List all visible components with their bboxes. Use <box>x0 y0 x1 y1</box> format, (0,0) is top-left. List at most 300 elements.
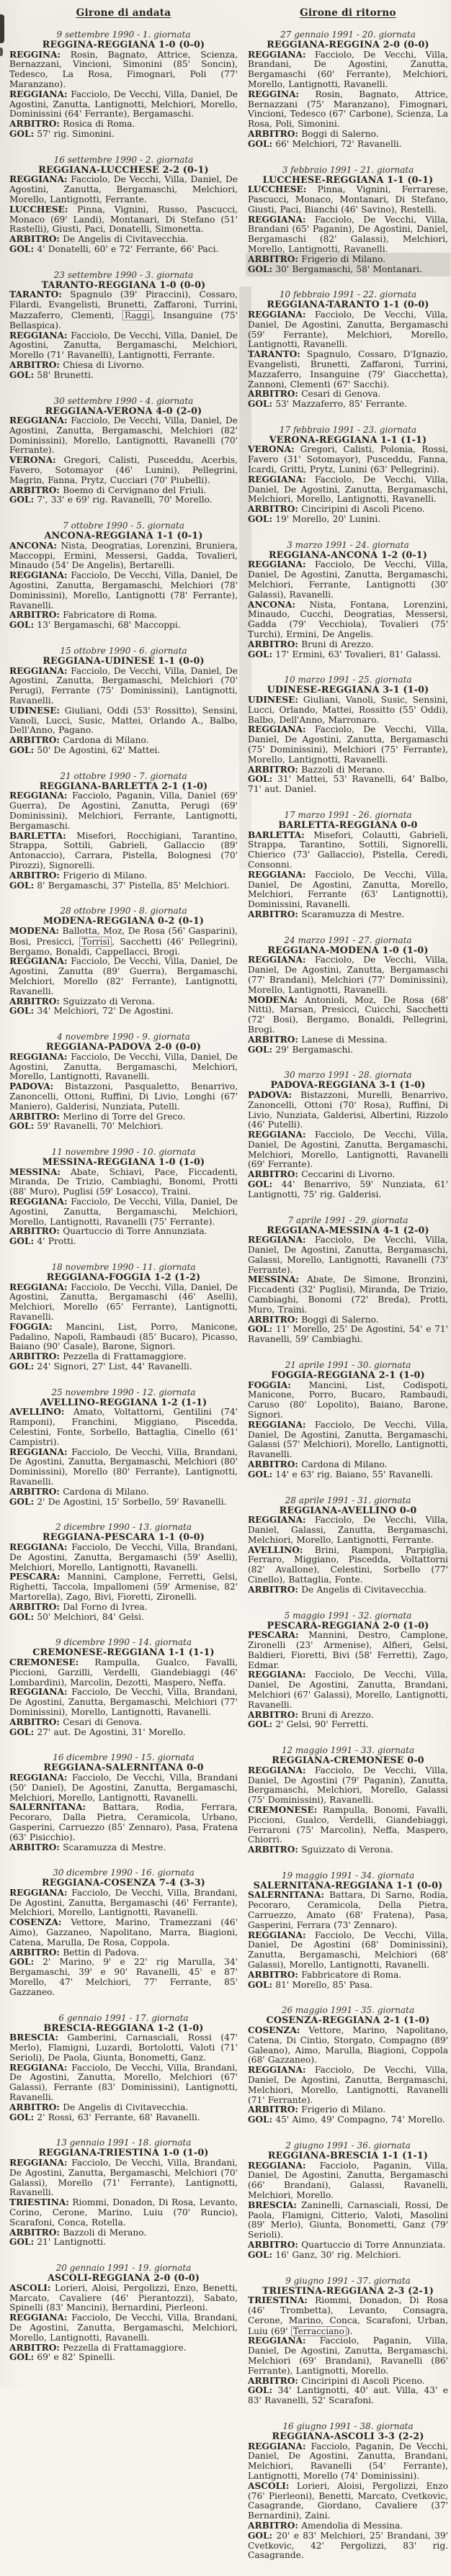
match-title-score: MESSINA-REGGIANA 1-0 (1-0) <box>42 1156 205 1168</box>
match-block <box>248 1870 448 1991</box>
row-label: BARLETTA: <box>248 829 305 840</box>
team-lineup-row: CREMONESE: Rampulla, Gualco, Favalli, Piccioni, Garzilli, Verdelli, Giandebiaggi (46' Lombardini), Marcolin, Dezotti, Maspero, Neffa. <box>9 1657 238 1688</box>
match-date: 9 dicembre 1990 - 14. giornata <box>55 1637 192 1648</box>
row-label: REGGIANA: <box>9 89 68 99</box>
row-label: ARBITRO: <box>248 128 298 139</box>
match-block <box>248 1215 448 1345</box>
section-header-ritorno: Girone di ritorno <box>300 7 396 19</box>
referee-row: ARBITRO: Quartuccio di Torre Annunziata. <box>248 2239 446 2250</box>
team-lineup-row: REGGIANA: Facciolo, De Vecchi, Villa, Daniel, De Agostini, Zanutta, Bergamaschi, Melchiori (70' Perugi), Ferrante (75' Dominissini), Lantignotti, Ravanelli. <box>9 665 238 706</box>
row-label: GOL: <box>248 774 273 785</box>
row-label: GOL: <box>248 1979 273 1990</box>
match-title-score: ANCONA-REGGIANA 1-1 (0-1) <box>44 530 203 541</box>
match-date: 21 ottobre 1990 - 7. giornata <box>60 770 187 781</box>
match-block <box>9 906 238 1017</box>
team-lineup-row: MODENA: Antonioli, Moz, De Rosa (68' Nitti), Marsan, Presicci, Cuicchi, Sacchetti (72' Bosi), Bergamo, Bonaldi, Pellegrini, Brogi. <box>248 994 448 1035</box>
match-date: 2 giugno 1991 - 36. giornata <box>285 2140 411 2151</box>
team-lineup-row: REGGIANA: Facciolo, De Vecchi, Villa, Daniel, De Agostini, Zanutta, Bergamaschi, Melchiori, Morello, Lantignotti, Ravanelli. <box>9 1051 238 1082</box>
referee-row: ARBITRO: Lanese di Messina. <box>248 1034 388 1045</box>
row-label: ARBITRO: <box>248 1845 298 1855</box>
team-lineup-row: BRESCIA: Zaninelli, Carnasciali, Rossi, De Paola, Flamigni, Citterio, Valoti, Masolini (89' Merlo), Giunta, Bonometti, Ganz (79' Serioli). <box>248 2199 448 2241</box>
row-label: TRIESTINA: <box>248 2295 308 2306</box>
match-block <box>9 396 238 506</box>
referee-row: ARBITRO: Rosica di Roma. <box>9 119 135 130</box>
match-title-score: PADOVA-REGGIANA 3-1 (1-0) <box>270 1079 426 1091</box>
goals-row: GOL: 2' De Agostini, 15' Sorbello, 59' Ravanelli. <box>9 1496 227 1507</box>
goals-row: GOL: 21' Lantignotti. <box>9 2237 107 2248</box>
match-block <box>248 2421 448 2561</box>
row-label: ARBITRO: <box>248 2520 298 2531</box>
row-label: COSENZA: <box>9 1917 62 1928</box>
row-label: CREMONESE: <box>9 1657 79 1667</box>
row-label: ARBITRO: <box>248 1034 298 1045</box>
row-label: GOL: <box>248 649 273 659</box>
goals-row: GOL: 27' aut. De Agostini, 31' Morello. <box>9 1726 186 1737</box>
row-label: VERONA: <box>248 444 295 455</box>
row-label: GOL: <box>9 128 35 139</box>
team-lineup-row: REGGINA: Rosin, Bagnato, Attrice, Scienza, Bernazzani, Vincioni, Simonini (85' Soncin), Tedesco, La Rosa, Fimognari, Poli (77' Maranzano). <box>9 49 238 89</box>
row-label: GOL: <box>9 1236 35 1247</box>
match-date: 7 aprile 1991 - 29. giornata <box>287 1215 408 1225</box>
match-title-score: VERONA-REGGIANA 1-1 (1-1) <box>269 433 427 445</box>
row-label: FOGGIA: <box>9 1321 53 1332</box>
row-label: GOL: <box>9 620 35 631</box>
team-lineup-row: REGGIANA: Facciolo, De Vecchi, Villa, Daniel, De Agostini, Zanutta, Bergamaschi, Melchiori, Morello, Lantignotti, Ravanelli. <box>248 474 448 505</box>
match-title-score: REGGINA-REGGIANA 1-0 (0-0) <box>42 39 205 50</box>
team-lineup-row: BARLETTA: Misefori, Rocchigiani, Tarantino, Strappa, Sottili, Gabrieli, Gallaccio (89' Antonaccio), Carrara, Pistella, Bolognesi (70' Pirozzi), Signorelli. <box>9 830 238 870</box>
row-label: GOL: <box>248 2530 273 2541</box>
row-label: ARBITRO: <box>9 359 60 370</box>
team-lineup-row: ANCONA: Nista, Deogratias, Lorenzini, Bruniera, Maccoppi, Ermini, Messersi, Gadda, Tovalieri, Minaudo (54' De Angelis), Bertarelli. <box>9 540 238 571</box>
referee-row: ARBITRO: Cinciripini di Ascoli Piceno. <box>248 504 425 515</box>
match-block <box>9 1262 238 1372</box>
team-lineup-row: PADOVA: Bistazzoni, Pasqualetto, Benarrivo, Zanoncelli, Ottoni, Ruffini, Di Livio, Longhi (67' Maniero), Galderisi, Nunziata, Putelli. <box>9 1081 238 1112</box>
row-label: PADOVA: <box>248 1089 293 1100</box>
row-label: ARBITRO: <box>9 1351 60 1362</box>
team-lineup-row: BARLETTA: Misefori, Colautti, Gabrieli, Strappa, Tarantino, Sottili, Signorelli, Chierico (73' Gallaccio), Pistella, Ceredi, Consonni. <box>248 829 448 870</box>
team-lineup-row: REGGIANA: Facciolo, De Vecchi, Villa, Brandani, De Agostini, Zanutta, Bergamaschi, Melchiori (70' Galassi), Morello (71' Ferrante), Lantignotti, Ravanelli. <box>9 2158 238 2198</box>
referee-row: ARBITRO: Amendolia di Messina. <box>248 2520 403 2531</box>
match-title-score: CREMONESE-REGGIANA 1-1 (1-1) <box>32 1647 215 1658</box>
match-date: 19 maggio 1991 - 34. giornata <box>281 1870 415 1881</box>
goals-row: GOL: 50' Melchiori, 84' Gelsi. <box>9 1611 144 1622</box>
row-label: BARLETTA: <box>9 830 66 841</box>
match-title-score: AVELLINO-REGGIANA 1-2 (1-1) <box>40 1396 207 1408</box>
match-title-score: REGGIANA-UDINESE 1-1 (0-0) <box>43 655 205 667</box>
match-block <box>9 771 238 891</box>
goals-row: GOL: 14' e 63' rig. Baiano, 55' Ravanelli. <box>248 1469 434 1480</box>
row-label: ARBITRO: <box>248 1169 298 1180</box>
row-label: ARBITRO: <box>248 2375 298 2386</box>
row-label: GOL: <box>248 2385 273 2396</box>
row-label: GOL: <box>248 514 273 525</box>
team-lineup-row: REGGIANA: Facciolo, De Vecchi, Villa, Daniel, De Agostini, Zanutta, Bergamaschi, Melchiori, Ferrante, Lantignotti (30' Galassi), Ravanelli. <box>248 559 448 600</box>
match-date: 7 ottobre 1990 - 5. giornata <box>63 521 184 531</box>
team-lineup-row: REGGIANA: Facciolo, Paganin, De Vecchi, Daniel, De Agostini, Zanutta, Brandani, Melchiori, Ravanelli (54' Ferrante), Lantignotti, Morello (74' Dominissini). <box>248 2441 448 2481</box>
row-label: GOL: <box>248 1719 273 1730</box>
match-date: 6 gennaio 1991 - 17. giornata <box>58 2012 189 2023</box>
match-date: 15 ottobre 1990 - 6. giornata <box>60 646 187 657</box>
match-date: 30 marzo 1991 - 28. giornata <box>284 1070 412 1081</box>
match-date: 18 novembre 1990 - 11. giornata <box>51 1262 196 1273</box>
match-date: 9 giugno 1991 - 37. giornata <box>285 2275 411 2286</box>
row-label: GOL: <box>9 1121 35 1132</box>
row-label: REGGIANA: <box>248 1515 306 1526</box>
referee-row: ARBITRO: Cardona di Milano. <box>9 1486 149 1497</box>
team-lineup-row: ASCOLI: Lorieri, Aloisi, Pergolizzi, Enzo (76' Pierleoni), Benetti, Marcato, Cvetkovic, Casagrande, Giordano, Cavaliere (37' Bernardini), Zaini. <box>248 2480 448 2521</box>
team-lineup-row: REGGIANA: Facciolo, De Vecchi, Villa, Brandani, De Agostini, Zanutta, Bergamaschi, Melchiori, Morello, Lantignotti, Ravanelli. <box>9 2312 238 2343</box>
row-label: ARBITRO: <box>248 1459 298 1469</box>
row-label: REGGIANA: <box>248 1419 306 1430</box>
row-label: GOL: <box>248 138 273 149</box>
match-title-score: REGGIANA-PESCARA 1-1 (0-0) <box>43 1531 205 1543</box>
referee-row: ARBITRO: Quartuccio di Torre Annunziata. <box>9 1226 207 1237</box>
match-title-score: REGGIANA-MESSINA 4-1 (2-0) <box>267 1224 429 1235</box>
goals-row: GOL: 81' Morello, 85' Pasa. <box>248 1979 373 1990</box>
match-block <box>248 2140 448 2261</box>
match-title-score: BRESCIA-REGGIANA 1-2 (1-0) <box>43 2022 204 2033</box>
row-label: REGGIANA: <box>248 474 306 485</box>
row-label: ARBITRO: <box>248 1709 298 1720</box>
match-block <box>9 1147 238 1247</box>
team-lineup-row: TRIESTINA: Riommi, Donadon, Di Rosa, Levanto, Corino, Cerone, Marino, Luiu (70' Runcio), Scarafoni, Conca, Rotella. <box>9 2197 238 2228</box>
team-lineup-row: REGGIANA: Facciolo, De Vecchi, Villa, Daniel, De Agostini, Zanutta (89' Guerra), Bergamaschi, Melchiori, Morello (82' Ferrante), Lantignotti, Ravanelli. <box>9 956 238 996</box>
team-lineup-row: LUCCHESE: Pinna, Vignini, Ferrarese, Pascucci, Monaco, Montanari, Di Stefano, Giusti, Paci, Bianchi (46' Savino), Restelli. <box>248 184 448 215</box>
goals-row: GOL: 69' e 82' Spinelli. <box>9 2352 115 2363</box>
team-lineup-row: FOGGIA: Mancini, List, Porro, Manicone, Padalino, Napoli, Rambaudi (85' Bucaro), Picasso, Baiano (90' Casale), Barone, Signori. <box>9 1321 238 1352</box>
match-date: 26 maggio 1991 - 35. giornata <box>281 2005 415 2016</box>
goals-row: GOL: 4' Protti. <box>9 1236 76 1247</box>
team-lineup-row: MESSINA: Abate, Schiavi, Pace, Ficcadenti, Miranda, De Trizio, Cambiaghi, Bonomi, Protti (88' Muro), Puglisi (59' Losacco), Traini. <box>9 1166 238 1197</box>
goals-row: GOL: 13' Bergamaschi, 68' Maccoppi. <box>9 620 181 631</box>
goals-row: GOL: 44' Benarrivo, 59' Nunziata, 61' Lantignotti, 75' rig. Galderisi. <box>248 1179 448 1199</box>
team-lineup-row: REGGIANA: Facciolo, De Vecchi, Villa, Daniel, De Agostini, Zanutta, Bergamaschi, Melchiori (78' Dominissini), Morello, Lantignotti (78' Ferrante), Ravanelli. <box>9 570 238 611</box>
goals-row: GOL: 19' Morello, 20' Lunini. <box>248 514 381 525</box>
row-label: REGGIANA: <box>9 1282 68 1292</box>
match-date: 16 settembre 1990 - 2. giornata <box>53 154 194 165</box>
row-label: REGGIANA: <box>248 2065 306 2076</box>
match-title-score: REGGIANA-TARANTO 1-1 (0-0) <box>267 299 429 310</box>
row-label: ARBITRO: <box>248 2104 298 2115</box>
match-block <box>9 2138 238 2248</box>
match-title-score: REGGIANA-MODENA 1-0 (1-0) <box>267 944 429 955</box>
row-label: PESCARA: <box>248 1630 299 1641</box>
goals-row: GOL: 11' Morello, 25' De Agostini, 54' e 71' Ravanelli, 59' Cambiaghi. <box>248 1324 448 1345</box>
row-label: ANCONA: <box>248 599 296 610</box>
row-label: REGGIANA: <box>248 1235 306 1246</box>
goals-row: GOL: 2' Gelsi, 90' Ferretti. <box>248 1719 369 1730</box>
row-label: GOL: <box>9 369 35 380</box>
match-block <box>9 521 238 631</box>
team-lineup-row: COSENZA: Vettore, Marino, Tramezzani (46' Aimo), Gazzaneo, Napolitano, Marra, Biagioni, Catena, Marulla, De Rosa, Coppola. <box>9 1917 238 1947</box>
team-lineup-row: REGGIANA: Facciolo, De Vecchi, Villa, Brandani, De Agostini, Zanutta, Bergamaschi, Melchiori (80' Dominissini), Morello (80' Ferrante), Lantignotti, Ravanelli. <box>9 1446 238 1487</box>
match-block <box>248 1495 448 1595</box>
match-title-score: REGGIANA-TRIESTINA 1-0 (1-0) <box>38 2147 209 2158</box>
team-lineup-row: REGGIANA: Facciolo, De Vecchi, Villa, Daniel, De Agostini, Zanutta, Bergamaschi, Galassi, Morello, Lantignotti, Ravanelli (73' Ferrante). <box>248 1235 448 1275</box>
row-label: GOL: <box>9 880 35 891</box>
match-block <box>248 30 448 150</box>
row-label: SALERNITANA: <box>9 1802 86 1813</box>
row-label: ARBITRO: <box>9 610 60 621</box>
match-title-score: REGGIANA-ASCOLI 3-3 (2-2) <box>272 2430 424 2441</box>
goals-row: GOL: 34' Lantignotti, 40' aut. Villa, 43' e 83' Ravanelli, 52' Scarafoni. <box>248 2385 448 2406</box>
referee-row: ARBITRO: Merlino di Torre del Greco. <box>9 1111 186 1122</box>
match-block <box>248 425 448 525</box>
row-label: REGGIANA: <box>248 1670 306 1680</box>
team-lineup-row: REGGIANA: Facciolo, De Vecchi, Villa, Daniel, De Agostini, Zanutta, Bergamaschi, Galassi (57' Melchiori), Morello, Lantignotti, Ravanelli. <box>248 1419 448 1460</box>
referee-row: ARBITRO: Dal Forno di Ivrea. <box>9 1601 148 1612</box>
referee-row: ARBITRO: Sguizzato di Verona. <box>248 1845 393 1855</box>
goals-row: GOL: 8' Bergamaschi, 37' Pistella, 85' Melchiori. <box>9 880 230 891</box>
team-lineup-row: TRIESTINA: Riommi, Donadon, Di Rosa (46' Trombetta), Levanto, Consagra, Cerone, Marino, Conca, Scarafoni, Urban, Luiu (69' Terracciano ). <box>248 2295 448 2336</box>
referee-row: ARBITRO: Bruni di Arezzo. <box>248 639 374 649</box>
match-block <box>248 165 448 275</box>
row-label: REGGIANA: <box>248 869 306 880</box>
scan-edge-smudge <box>0 48 3 56</box>
row-label: GOL: <box>9 1726 35 1737</box>
match-title-score: REGGIANA-LUCCHESE 2-2 (0-1) <box>38 163 209 175</box>
column-girone-andata <box>9 7 238 2378</box>
row-label: ARBITRO: <box>9 2102 60 2112</box>
row-label: REGGIANA: <box>248 2160 306 2171</box>
row-label: REGGIANA: <box>248 309 306 320</box>
row-label: REGGIANA: <box>9 1051 68 1062</box>
team-lineup-row: CREMONESE: Rampulla, Bonomi, Favalli, Piccioni, Gualco, Verdelli, Giandebiaggi, Ferraroni (75' Marcolin), Neffa, Maspero, Chiorri. <box>248 1804 448 1845</box>
row-label: GOL: <box>9 2352 35 2363</box>
team-lineup-row: TARANTO: Spagnulo (39' Piraccini), Cossaro, Filardi, Evangelisti, Brunetti, Zaffaroni, Turrini, Mazzaferro, Clementi, Raggi , Insanguine (75' Bellaspica). <box>9 289 238 330</box>
team-lineup-row: REGGIANA: Facciolo, De Vecchi, Villa, Daniel, De Agostini (79' Paganin), Zanutta, Bergamaschi, Melchiori, Morello, Galassi (75' Dominissini), Ravanelli. <box>248 1765 448 1806</box>
column-girone-ritorno <box>248 7 448 2576</box>
match-date: 13 gennaio 1991 - 18. giornata <box>55 2138 192 2148</box>
goals-row: GOL: 17' Ermini, 63' Tovalieri, 81' Galassi. <box>248 649 441 659</box>
row-label: ARBITRO: <box>248 1314 298 1325</box>
row-label: PESCARA: <box>9 1572 61 1582</box>
row-label: ARBITRO: <box>9 119 60 130</box>
goals-row: GOL: 20' e 83' Melchiori, 25' Brandani, 39' Cvetkovic, 42' Pergolizzi, 83' rig. Casagrande. <box>248 2530 448 2561</box>
team-lineup-row: UDINESE: Giuliani, Oddi (53' Rossitto), Sensini, Vanoli, Lucci, Susic, Mattei, Orlando A., Balbo, Dell'Anno, Pagano. <box>9 705 238 736</box>
match-title-score: UDINESE-REGGIANA 3-1 (1-0) <box>267 684 429 695</box>
ocr-boxed-word: Terracciano <box>291 2326 347 2336</box>
match-date: 16 dicembre 1990 - 15. giornata <box>53 1752 195 1763</box>
match-block <box>9 1522 238 1622</box>
row-label: FOGGIA: <box>248 1379 291 1390</box>
goals-row: GOL: 4' Donatelli, 60' e 72' Ferrante, 66' Paci. <box>9 243 219 254</box>
team-lineup-row: ASCOLI: Lorieri, Aloisi, Pergolizzi, Enzo, Benetti, Marcato, Cavaliere (46' Pierantozzi), Sabato, Spinelli (83' Mancini), Bernardini, Pierleoni. <box>9 2282 238 2313</box>
row-label: REGGIANA: <box>9 956 68 967</box>
row-label: VERONA: <box>9 455 56 466</box>
scan-edge-smudge <box>0 14 4 43</box>
team-lineup-row: PESCARA: Mannini, Camplone, Ferretti, Gelsi, Righetti, Taccola, Impallomeni (59' Armenise, 82' Martorella), Zago, Bivi, Fioretti, Zironelli. <box>9 1572 238 1602</box>
referee-row: ARBITRO: Bazzoli di Merano. <box>9 2227 147 2238</box>
match-title-score: FOGGIA-REGGIANA 2-1 (1-0) <box>271 1369 425 1381</box>
referee-row: ARBITRO: Fabricatore di Roma. <box>9 610 158 621</box>
referee-row: ARBITRO: Ceccarini di Livorno. <box>248 1169 396 1180</box>
team-lineup-row: REGGIANA: Facciolo, De Vecchi, Villa, Daniel, De Agostini, Zanutta, Morello, Melchiori, Ferrante (63' Lantignotti), Dominissini, Ravanelli. <box>248 869 448 910</box>
team-lineup-row: REGGIANA: Facciolo, De Vecchi, Villa, Brandani, De Agostini, Zanutta, Bergamaschi (46' Ferrante), Melchiori, Morello, Lantignotti, Ravanelli. <box>9 1887 238 1918</box>
match-title-score: REGGIANA-COSENZA 7-4 (3-3) <box>42 1877 205 1888</box>
team-lineup-row: REGGIANA: Facciolo, De Vecchi, Villa, Daniel, De Agostini, Zanutta, Brandani, Melchiori (67' Galassi), Morello, Lantignotti, Ravanelli. <box>248 1670 448 1710</box>
team-lineup-row: UDINESE: Giuliani, Vanoli, Susic, Sensini, Lucci, Orlando, Mattei, Rossitto (55' Oddi), Balbo, Dell'Anno, Marronaro. <box>248 695 448 725</box>
row-label: ARBITRO: <box>248 1969 298 1980</box>
referee-row: ARBITRO: Sguizzato di Verona. <box>9 996 155 1006</box>
match-block <box>248 289 448 410</box>
match-title-score: MODENA-REGGIANA 0-2 (0-1) <box>43 915 205 927</box>
match-title-score: BARLETTA-REGGIANA 0-0 <box>278 819 418 830</box>
match-title-score: REGGIANA-CREMONESE 0-0 <box>272 1755 424 1766</box>
row-label: REGGIANA: <box>248 2441 306 2451</box>
match-title-score: COSENZA-REGGIANA 2-1 (1-0) <box>266 2014 430 2026</box>
goals-row: GOL: 59' Ravanelli, 70' Melchiori. <box>9 1121 164 1132</box>
match-block <box>248 540 448 660</box>
referee-row: ARBITRO: Cesari di Genova. <box>248 389 381 400</box>
match-date: 2 dicembre 1990 - 13. giornata <box>55 1522 192 1533</box>
row-label: ARBITRO: <box>9 1226 60 1237</box>
row-label: GOL: <box>248 2249 273 2260</box>
row-label: REGGINA: <box>248 89 300 99</box>
referee-row: ARBITRO: Boggi di Salerno. <box>248 1314 379 1325</box>
goals-row: GOL: 66' Melchiori, 72' Ravanelli. <box>248 138 402 149</box>
team-lineup-row: REGGIANA: Facciolo, De Vecchi, Villa, Daniel, De Agostini, Zanutta, Bergamaschi, Melchiori, Morello, Lantignotti, Ravanelli (75' Ferrante). <box>9 1197 238 1227</box>
team-lineup-row: MESSINA: Abate, De Simone, Bronzini, Ficcadenti (32' Puglisi), Miranda, De Trizio, Cambiaghi, Bonomi (72' Breda), Protti, Muro, Traini. <box>248 1274 448 1315</box>
team-lineup-row: VERONA: Gregori, Calisti, Pusceddu, Acerbis, Favero, Sotomayor (46' Lunini), Pellegrini, Magrin, Fanna, Prytz, Cucciari (70' Piubelli). <box>9 455 238 485</box>
row-label: REGGIANA: <box>248 559 306 570</box>
match-block <box>9 30 238 140</box>
goals-row: GOL: 53' Mazzaferro, 85' Ferrante. <box>248 399 408 410</box>
row-label: REGGIANA: <box>9 1687 68 1698</box>
team-lineup-row: AVELLINO: Brini, Ramponi, Parpiglia, Ferraro, Miggiano, Piscedda, Voltattorni (82' Avallone), Celestini, Sorbello (77' Cinello), Battaglia, Fonte. <box>248 1544 448 1585</box>
ocr-boxed-word: Raggi <box>122 310 152 320</box>
row-label: GOL: <box>248 399 273 410</box>
goals-row: GOL: 30' Bergamaschi, 58' Montanari. <box>248 265 448 275</box>
row-label: ARBITRO: <box>9 2227 60 2238</box>
row-label: ARBITRO: <box>9 996 60 1006</box>
row-label: ARBITRO: <box>248 909 298 919</box>
match-title-score: REGGIANA-BARLETTA 2-1 (1-0) <box>39 780 208 791</box>
match-block <box>248 935 448 1055</box>
match-block <box>248 1611 448 1731</box>
match-title-score: REGGIANA-SALERNITANA 0-0 <box>43 1762 204 1773</box>
team-lineup-row: LUCCHESE: Pinna, Vignini, Russo, Pascucci, Monaco (69' Landi), Montanari, Di Stefano (51' Rastelli), Giusti, Paci, Donatelli, Simonetta. <box>9 204 238 235</box>
match-block <box>9 2263 238 2363</box>
match-title-score: REGGIANA-PADOVA 2-0 (0-0) <box>45 1041 202 1053</box>
row-label: GOL: <box>9 1361 35 1372</box>
team-lineup-row: REGGIANA: Facciolo, De Vecchi, Villa, Daniel, De Agostini, Zanutta, Bergamaschi (75' Dominissini), Melchiori (75' Ferrante), Morello, Lantignotti, Ravanelli. <box>248 724 448 765</box>
row-label: ARBITRO: <box>9 1842 60 1852</box>
team-lineup-row: REGGIANA: Facciolo, De Vecchi, Villa, Daniel, De Agostini, Zanutta, Bergamaschi (46' Aselli), Melchiori, Morello (65' Ferrante), Lantignotti, Ravanelli. <box>9 1282 238 1323</box>
team-lineup-row: REGGIANA: Facciolo, De Vecchi, Villa, Daniel, De Agostini, Zanutta, Bergamaschi, Melchiori, Morello, Lantignotti, Ravanelli (69' Ferrante). <box>248 1130 448 1170</box>
row-label: TARANTO: <box>9 289 62 300</box>
match-title-score: SALERNITANA-REGGIANA 1-1 (0-0) <box>253 1879 443 1891</box>
row-label: ASCOLI: <box>9 2282 51 2293</box>
row-label: MESSINA: <box>248 1274 299 1285</box>
referee-row: ARBITRO: Chiesa di Livorno. <box>9 359 145 370</box>
row-label: ARBITRO: <box>9 234 60 245</box>
row-label: CREMONESE: <box>248 1804 318 1815</box>
team-lineup-row: PESCARA: Mannini, Destro, Camplone, Zironelli (23' Armenise), Alfieri, Gelsi, Baldieri, Fioretti, Bivi (58' Ferretti), Zago, Edmar. <box>248 1630 448 1670</box>
row-label: REGGIANA: <box>248 1130 306 1140</box>
row-label: ARBITRO: <box>248 253 298 264</box>
team-lineup-row: REGGIANA: Facciolo, De Vecchi, Villa, Daniel, De Agostini, Zanutta, Lantignotti, Melchiori, Morello, Dominissini (64' Ferrante), Bergamaschi. <box>9 89 238 120</box>
row-label: REGGIANA: <box>9 1446 68 1457</box>
referee-row: ARBITRO: Cardona di Milano. <box>9 735 149 746</box>
team-lineup-row: TARANTO: Spagnulo, Cossaro, D'Ignazio, Evangelisti, Brunetti, Zaffaroni, Turrini, Mazzaferro, Insanguine (79' Giacchetta), Zannoni, Clementi (67' Sacchi). <box>248 349 448 389</box>
match-block <box>248 810 448 920</box>
row-label: MODENA: <box>248 994 298 1005</box>
match-date: 30 settembre 1990 - 4. giornata <box>53 395 194 406</box>
match-block <box>9 1752 238 1852</box>
row-label: GOL: <box>9 1496 35 1507</box>
row-label: REGGIANA: <box>9 2312 68 2323</box>
row-label: ARBITRO: <box>248 504 298 515</box>
referee-row: ARBITRO: Frigerio di Milano. <box>248 2104 386 2115</box>
row-label: ARBITRO: <box>248 2239 298 2250</box>
team-lineup-row: SALERNITANA: Battara, Rodia, Ferrara, Pecoraro, Dalla Pietra, Ceramicola, Urbano, Gasperini, Carruezzo (85' Zennaro), Pasa, Fratena (63' Pisicchio). <box>9 1802 238 1842</box>
row-label: REGGIANA: <box>248 1929 306 1940</box>
goals-row: GOL: 45' Aimo, 49' Compagno, 74' Morello. <box>248 2115 445 2125</box>
row-label: ARBITRO: <box>248 639 298 649</box>
row-label: REGGIANA: <box>9 1887 68 1898</box>
match-title-score: PESCARA-REGGIANA 2-0 (1-0) <box>267 1619 429 1631</box>
match-date: 25 novembre 1990 - 12. giornata <box>51 1387 196 1397</box>
match-date: 5 maggio 1991 - 32. giornata <box>284 1610 412 1621</box>
match-date: 21 aprile 1991 - 30. giornata <box>285 1360 411 1371</box>
match-date: 10 febbraio 1991 - 22. giornata <box>279 289 417 300</box>
row-label: MODENA: <box>9 925 60 936</box>
match-date: 30 dicembre 1990 - 16. giornata <box>53 1868 195 1878</box>
referee-row: ARBITRO: Scaramuzza di Mestre. <box>9 1842 166 1852</box>
goals-row: GOL: 50' De Agostini, 62' Mattei. <box>9 745 161 755</box>
referee-row: ARBITRO: Boemo di Cervignano del Friuli. <box>9 485 207 495</box>
goals-row: GOL: 29' Bergamaschi. <box>248 1044 354 1055</box>
match-title-score: REGGIANA-ANCONA 1-2 (0-1) <box>268 549 428 560</box>
row-label: GOL: <box>9 1611 35 1622</box>
row-label: AVELLINO: <box>9 1407 65 1418</box>
row-label: REGGIANA: <box>248 1765 306 1775</box>
team-lineup-row: REGGIANA: Facciolo, Paganin, Villa, Daniel, De Agostini, Zanutta, Bergamaschi, Melchiori (69' Brandani), Ravanelli (86' Ferrante), Lantignotti, Morello. <box>248 2336 448 2376</box>
row-label: REGGIANA: <box>9 1197 68 1207</box>
team-lineup-row: REGGIANA: Facciolo, De Vecchi, Villa, Brandani (65' Paganin), De Agostini, Daniel, Bergamaschi (82' Galassi), Melchiori, Morello, Lantignotti, Ravanelli. <box>248 214 448 254</box>
referee-row: ARBITRO: Frigerio di Milano. <box>248 255 448 265</box>
row-label: ASCOLI: <box>248 2480 290 2491</box>
section-header-andata: Girone di andata <box>76 7 171 19</box>
row-label: ARBITRO: <box>9 735 60 746</box>
team-lineup-row: AVELLINO: Amato, Voltattorni, Gentilini (74' Ramponi), Franchini, Miggiano, Piscedda, Celestini, Fonte, Sorbello, Battaglia, Cinello (61' Campistri). <box>9 1407 238 1447</box>
match-title-score: REGGIANA-VERONA 4-0 (2-0) <box>45 405 202 416</box>
team-lineup-row: REGGIANA: Facciolo, De Vecchi, Villa, Daniel, De Agostini (68' Dominissini), Zanutta, Bergamaschi, Melchiori (68' Galassi), Morello, Lantignotti, Ravanelli. <box>248 1929 448 1971</box>
match-date: 3 febbraio 1991 - 21. giornata <box>282 164 414 175</box>
match-block <box>9 155 238 255</box>
row-label: LUCCHESE: <box>248 184 307 195</box>
match-block <box>248 1360 448 1480</box>
row-label: ARBITRO: <box>9 870 60 881</box>
goals-row: GOL: 2' Rossi, 63' Ferrante, 68' Ravanelli. <box>9 2112 200 2122</box>
match-date: 10 marzo 1991 - 25. giornata <box>284 675 412 685</box>
row-label: REGGIANA: <box>248 724 306 735</box>
referee-row: ARBITRO: Bazzoli di Merano. <box>248 764 385 775</box>
match-title-score: REGGIANA-REGGINA 2-0 (0-0) <box>267 39 429 50</box>
referee-row: ARBITRO: Cardona di Milano. <box>248 1459 388 1469</box>
row-label: ARBITRO: <box>9 1947 60 1958</box>
match-date: 4 novembre 1990 - 9. giornata <box>57 1032 190 1042</box>
team-lineup-row: REGGIANA: Facciolo, De Vecchi, Villa, Brandani (50' Daniel), De Agostini, Zanutta, Bergamaschi, Melchiori, Morello, Lantignotti, Ravanelli. <box>9 1772 238 1803</box>
row-label: COSENZA: <box>248 2025 300 2036</box>
row-label: GOL: <box>248 1469 273 1480</box>
team-lineup-row: REGGIANA: Facciolo, De Vecchi, Villa, Daniel, De Agostini, Zanutta, Bergamaschi (77' Brandani), Melchiori (77' Dominissini), Morello, Lantignotti, Ravanelli. <box>248 955 448 995</box>
row-label: REGGIANA: <box>9 2158 68 2169</box>
row-label: GOL: <box>9 495 35 505</box>
match-date: 17 febbraio 1991 - 23. giornata <box>279 424 417 435</box>
match-title-score: LUCCHESE-REGGIANA 1-1 (0-1) <box>262 174 434 185</box>
